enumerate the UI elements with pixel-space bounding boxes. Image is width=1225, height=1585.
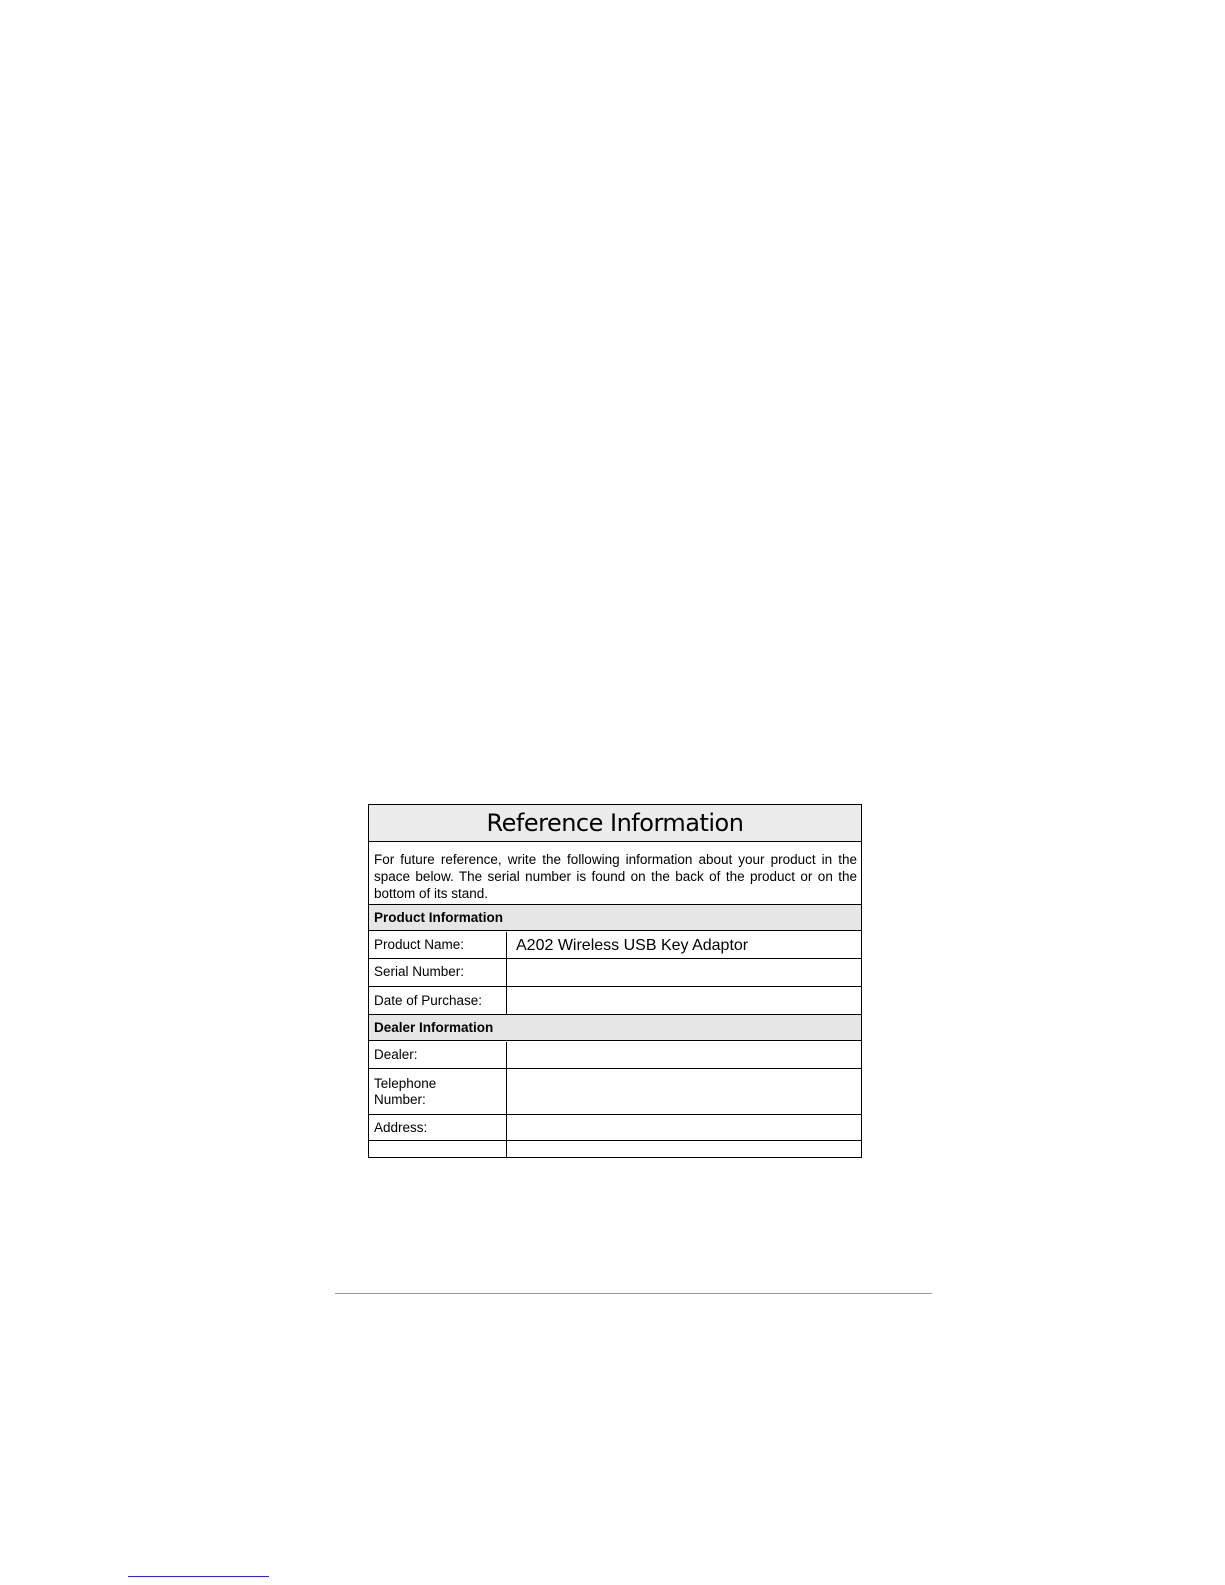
address-row <box>369 1115 861 1141</box>
dealer-label: Dealer: <box>369 1042 507 1068</box>
date-of-purchase-row <box>369 987 861 1015</box>
date-of-purchase-label: Date of Purchase: <box>369 987 507 1014</box>
footer-divider <box>335 1293 932 1294</box>
date-of-purchase-field[interactable] <box>507 987 861 1014</box>
serial-number-label: Serial Number: <box>369 959 507 986</box>
product-name-row <box>369 932 861 959</box>
product-information-heading: Product Information <box>369 905 861 931</box>
page-bottom-rule <box>128 1576 269 1577</box>
telephone-number-field[interactable] <box>507 1069 861 1114</box>
address-continuation-row <box>369 1141 861 1157</box>
dealer-row <box>369 1042 861 1069</box>
dealer-information-heading: Dealer Information <box>369 1015 861 1041</box>
dealer-field[interactable] <box>507 1042 861 1068</box>
address-continuation-label <box>369 1141 507 1157</box>
address-field[interactable] <box>507 1115 861 1140</box>
address-label: Address: <box>369 1115 507 1140</box>
product-name-label: Product Name: <box>369 932 507 958</box>
telephone-number-row <box>369 1069 861 1115</box>
intro-text: For future reference, write the following information about your product in the space below. The serial number is found on the back of the product or on the bottom of its stand. <box>369 841 861 905</box>
telephone-number-label: Telephone Number: <box>369 1069 507 1114</box>
serial-number-field[interactable] <box>507 959 861 986</box>
address-continuation-field[interactable] <box>507 1141 861 1157</box>
product-name-field[interactable]: A202 Wireless USB Key Adaptor <box>516 937 749 954</box>
serial-number-row <box>369 959 861 987</box>
card-title: Reference Information <box>369 805 861 842</box>
reference-information-card <box>368 804 862 1158</box>
